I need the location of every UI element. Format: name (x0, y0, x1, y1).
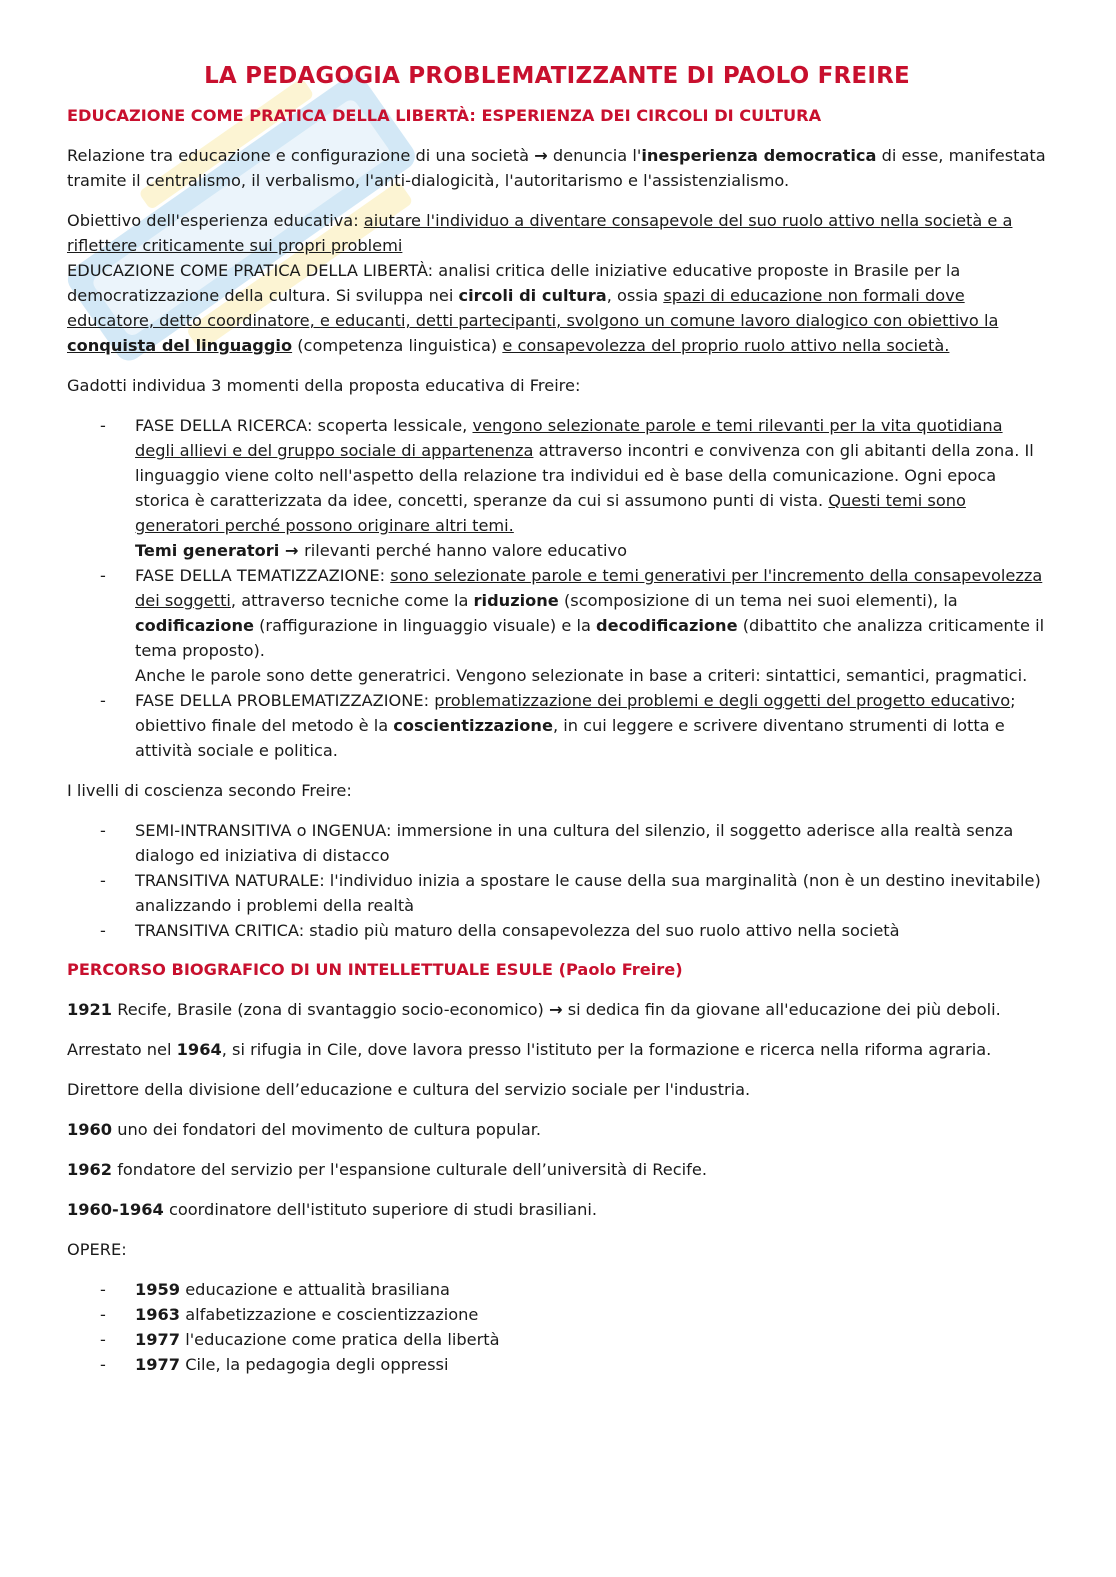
bio-1962: 1962 fondatore del servizio per l'espansione culturale dell’università di Recife. (67, 1160, 707, 1179)
works-label: OPERE: (67, 1240, 127, 1259)
works-list (67, 1277, 1047, 1377)
list-item: - 1959 educazione e attualità brasiliana (100, 1280, 450, 1299)
list-item: - 1963 alfabetizzazione e coscientizzazione (100, 1305, 479, 1324)
list-item: - 1977 Cile, la pedagogia degli oppressi (100, 1355, 449, 1374)
list-item: - SEMI-INTRANSITIVA o INGENUA: immersione in una cultura del silenzio, il soggetto aderisce alla realtà senza dialogo ed iniziativa di distacco (100, 821, 1014, 865)
bio-1921: 1921 Recife, Brasile (zona di svantaggio socio-economico) → si dedica fin da giovane all'educazione dei più deboli. (67, 1000, 1001, 1019)
list-item: - TRANSITIVA CRITICA: stadio più maturo della consapevolezza del suo ruolo attivo nella società (100, 921, 900, 940)
arrow-right-icon: → (549, 1000, 563, 1019)
document-page (67, 60, 1047, 1392)
list-item: - 1977 l'educazione come pratica della libertà (100, 1330, 500, 1349)
arrow-right-icon: → (279, 541, 305, 560)
paragraph-pratica-liberta: EDUCAZIONE COME PRATICA DELLA LIBERTÀ: analisi critica delle iniziative educative proposte in Brasile per la democratizzazione della cultura. Si sviluppa nei circoli di cultura, ossia spazi di educazione non formali dove educatore, detto coordinatore, e educanti, detti partecipanti, svolgono un comune lavoro dialogico con obiettivo la conquista del linguaggio (competenza linguistica) e consapevolezza del proprio ruolo attivo nella società. (67, 261, 999, 355)
section-heading-educazione: EDUCAZIONE COME PRATICA DELLA LIBERTÀ: ESPERIENZA DEI CIRCOLI DI CULTURA (67, 106, 822, 125)
bio-1960: 1960 uno dei fondatori del movimento de cultura popular. (67, 1120, 542, 1139)
list-item-fase-problematizzazione: - FASE DELLA PROBLEMATIZZAZIONE: problematizzazione dei problemi e degli oggetti del progetto educativo; obiettivo finale del metodo è la coscientizzazione, in cui leggere e scrivere diventano strumenti di lotta e attività sociale e politica. (100, 691, 1016, 760)
paragraph-obiettivo: Obiettivo dell'esperienza educativa: aiutare l'individuo a diventare consapevole del suo ruolo attivo nella società e a riflettere criticamente sui propri problemi (67, 211, 1013, 255)
paragraph-relazione: Relazione tra educazione e configurazione di una società → denuncia l'inesperienza democratica di esse, manifestata tramite il centralismo, il verbalismo, l'anti-dialogicità, l'autoritarismo e l'assistenzialismo. (67, 146, 1046, 190)
bio-1964: Arrestato nel 1964, si rifugia in Cile, dove lavora presso l'istituto per la formazione e ricerca nella riforma agraria. (67, 1040, 992, 1059)
paragraph-gadotti: Gadotti individua 3 momenti della proposta educativa di Freire: (67, 376, 581, 395)
paragraph-livelli: I livelli di coscienza secondo Freire: (67, 781, 352, 800)
list-item: - TRANSITIVA NATURALE: l'individuo inizia a spostare le cause della sua marginalità (non è un destino inevitabile) analizzando i problemi della realtà (100, 871, 1041, 915)
list-item-fase-ricerca: - FASE DELLA RICERCA: scoperta lessicale, vengono selezionate parole e temi rilevanti per la vita quotidiana degli allievi e del gruppo sociale di appartenenza attraverso incontri e convivenza con gli abitanti della zona. Il linguaggio viene colto nell'aspetto della relazione tra individui ed è base della comunicazione. Ogni epoca storica è caratterizzata da idee, concetti, speranze da cui si assumono punti di vista. Questi temi sono generatori perché possono originare altri temi. Temi generatori → rilevanti perché hanno valore educativo (100, 416, 1034, 560)
phases-list (67, 413, 1047, 763)
list-item-fase-tematizzazione: - FASE DELLA TEMATIZZAZIONE: sono selezionate parole e temi generativi per l'incremento della consapevolezza dei soggetti, attraverso tecniche come la riduzione (scomposizione di un tema nei suoi elementi), la codificazione (raffigurazione in linguaggio visuale) e la decodificazione (dibattito che analizza criticamente il tema proposto). Anche le parole sono dette generatrici. Vengono selezionate in base a criteri: sintattici, semantici, pragmatici. (100, 566, 1045, 685)
document-title: LA PEDAGOGIA PROBLEMATIZZANTE DI PAOLO FREIRE (204, 63, 910, 89)
arrow-right-icon: → (534, 146, 548, 165)
section-heading-percorso: PERCORSO BIOGRAFICO DI UN INTELLETTUALE ESULE (Paolo Freire) (67, 960, 683, 979)
bio-direttore: Direttore della divisione dell’educazione e cultura del servizio sociale per l'industria. (67, 1080, 751, 1099)
levels-list (67, 818, 1047, 943)
bio-1960-1964: 1960-1964 coordinatore dell'istituto superiore di studi brasiliani. (67, 1200, 597, 1219)
